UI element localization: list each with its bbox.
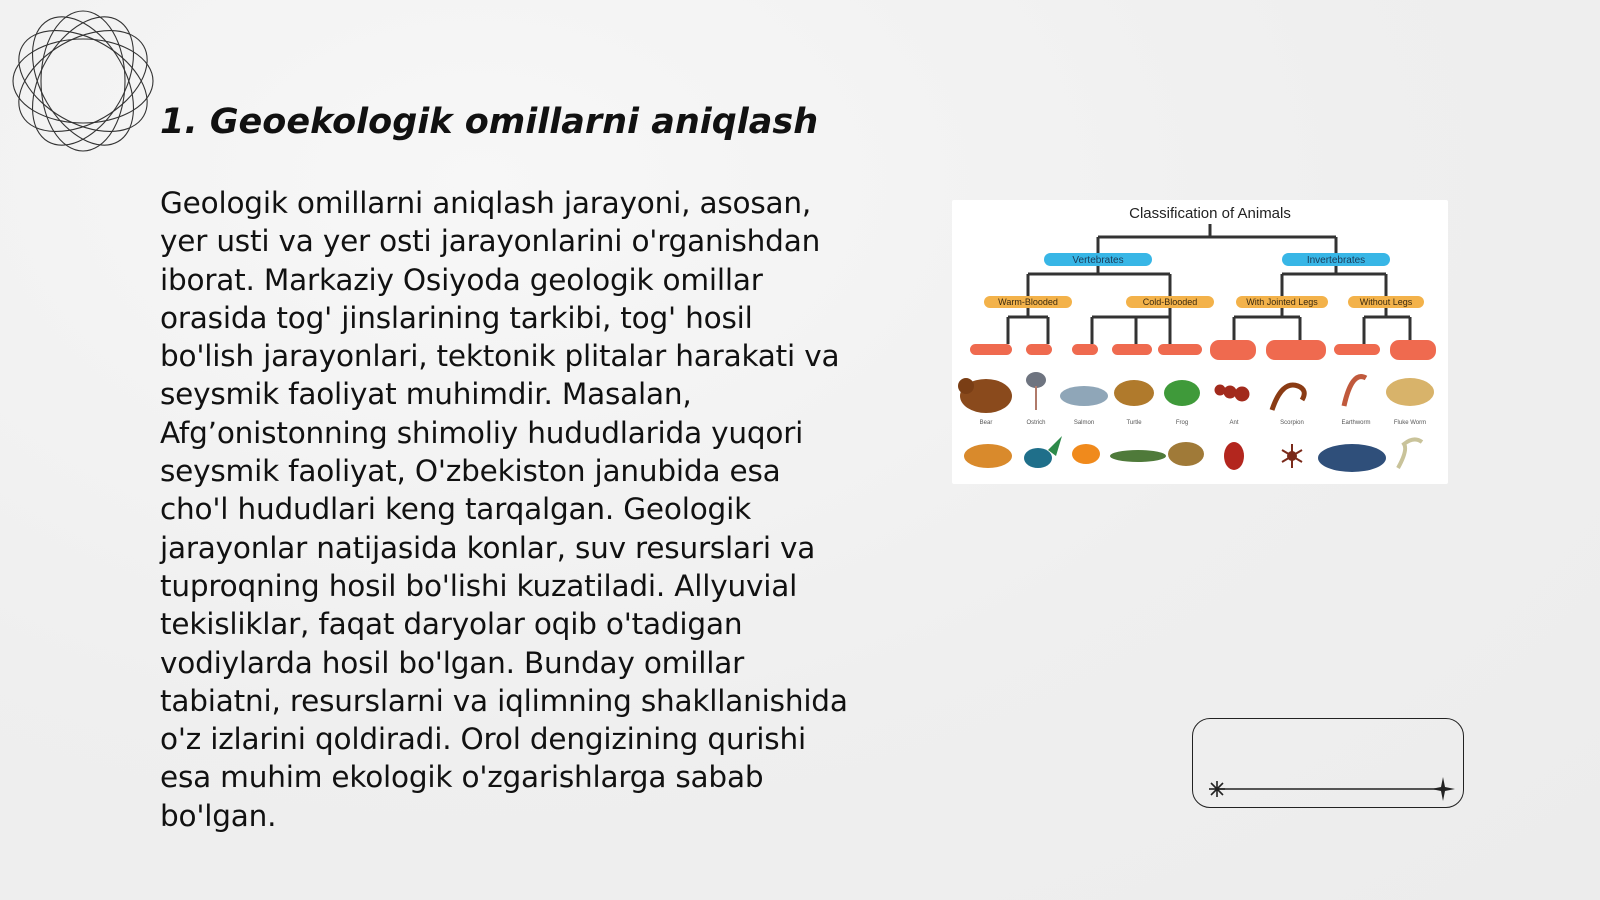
- animal-classification-image: [952, 200, 1448, 484]
- slide-title: 1. Geoekologik omillarni aniqlash: [160, 102, 819, 142]
- animal-label-ostrich: Ostrich: [1026, 420, 1046, 426]
- subgroup-without-legs: Without Legs: [1359, 297, 1413, 307]
- branch-vertebrates: Vertebrates: [1072, 255, 1124, 266]
- star-icon: [1431, 777, 1455, 801]
- sparkle-icon: [1209, 781, 1225, 797]
- animal-label-turtle: Turtle: [1126, 420, 1142, 426]
- animal-label-fluke-worm: Fluke Worm: [1393, 420, 1427, 426]
- slide-body-text: Geologik omillarni aniqlash jarayoni, asosan, yer usti va yer osti jarayonlarini o'rganishdan iborat. Markaziy Osiyoda geologik omillar orasida tog' jinslarining tarkibi, tog' hosil bo'lish jarayonlari, tektonik plitalar harakati va seysmik faoliyat muhimdir. Masalan, Afg’onistonning shimoliy hududlarida yuqori seysmik faoliyat, O'zbekiston janubida esa cho'l hududlari keng tarqalgan. Geologik jarayonlar natijasida konlar, suv resurslari va tuproqning hosil bo'lishi kuzatiladi. Allyuvial tekisliklar, faqat daryolar oqib o'tadigan vodiylarda hosil bo'lgan. Bunday omillar tabiatni, resurslarni va iqlimning shakllanishida o'z izlarini qoldiradi. Orol dengizining qurishi esa muhim ekologik o'zgarishlarga sabab bo'lgan.: [160, 186, 848, 833]
- animal-label-earthworm: Earthworm: [1341, 420, 1371, 426]
- subgroup-jointed-legs: With Jointed Legs: [1246, 297, 1318, 307]
- subgroup-cold-blooded: Cold-Blooded: [1142, 297, 1198, 307]
- animal-label-bear: Bear: [979, 420, 993, 426]
- image-title: Classification of Animals: [1129, 205, 1291, 222]
- animal-label-frog: Frog: [1175, 420, 1189, 426]
- subgroup-warm-blooded: Warm-Blooded: [998, 297, 1058, 307]
- animal-label-salmon: Salmon: [1073, 420, 1095, 426]
- animal-label-ant: Ant: [1229, 420, 1239, 426]
- decorative-slider-frame: [1192, 718, 1464, 808]
- branch-invertebrates: Invertebrates: [1306, 255, 1366, 266]
- circular-ornament-icon: [8, 6, 158, 156]
- animal-label-scorpion: Scorpion: [1280, 420, 1304, 426]
